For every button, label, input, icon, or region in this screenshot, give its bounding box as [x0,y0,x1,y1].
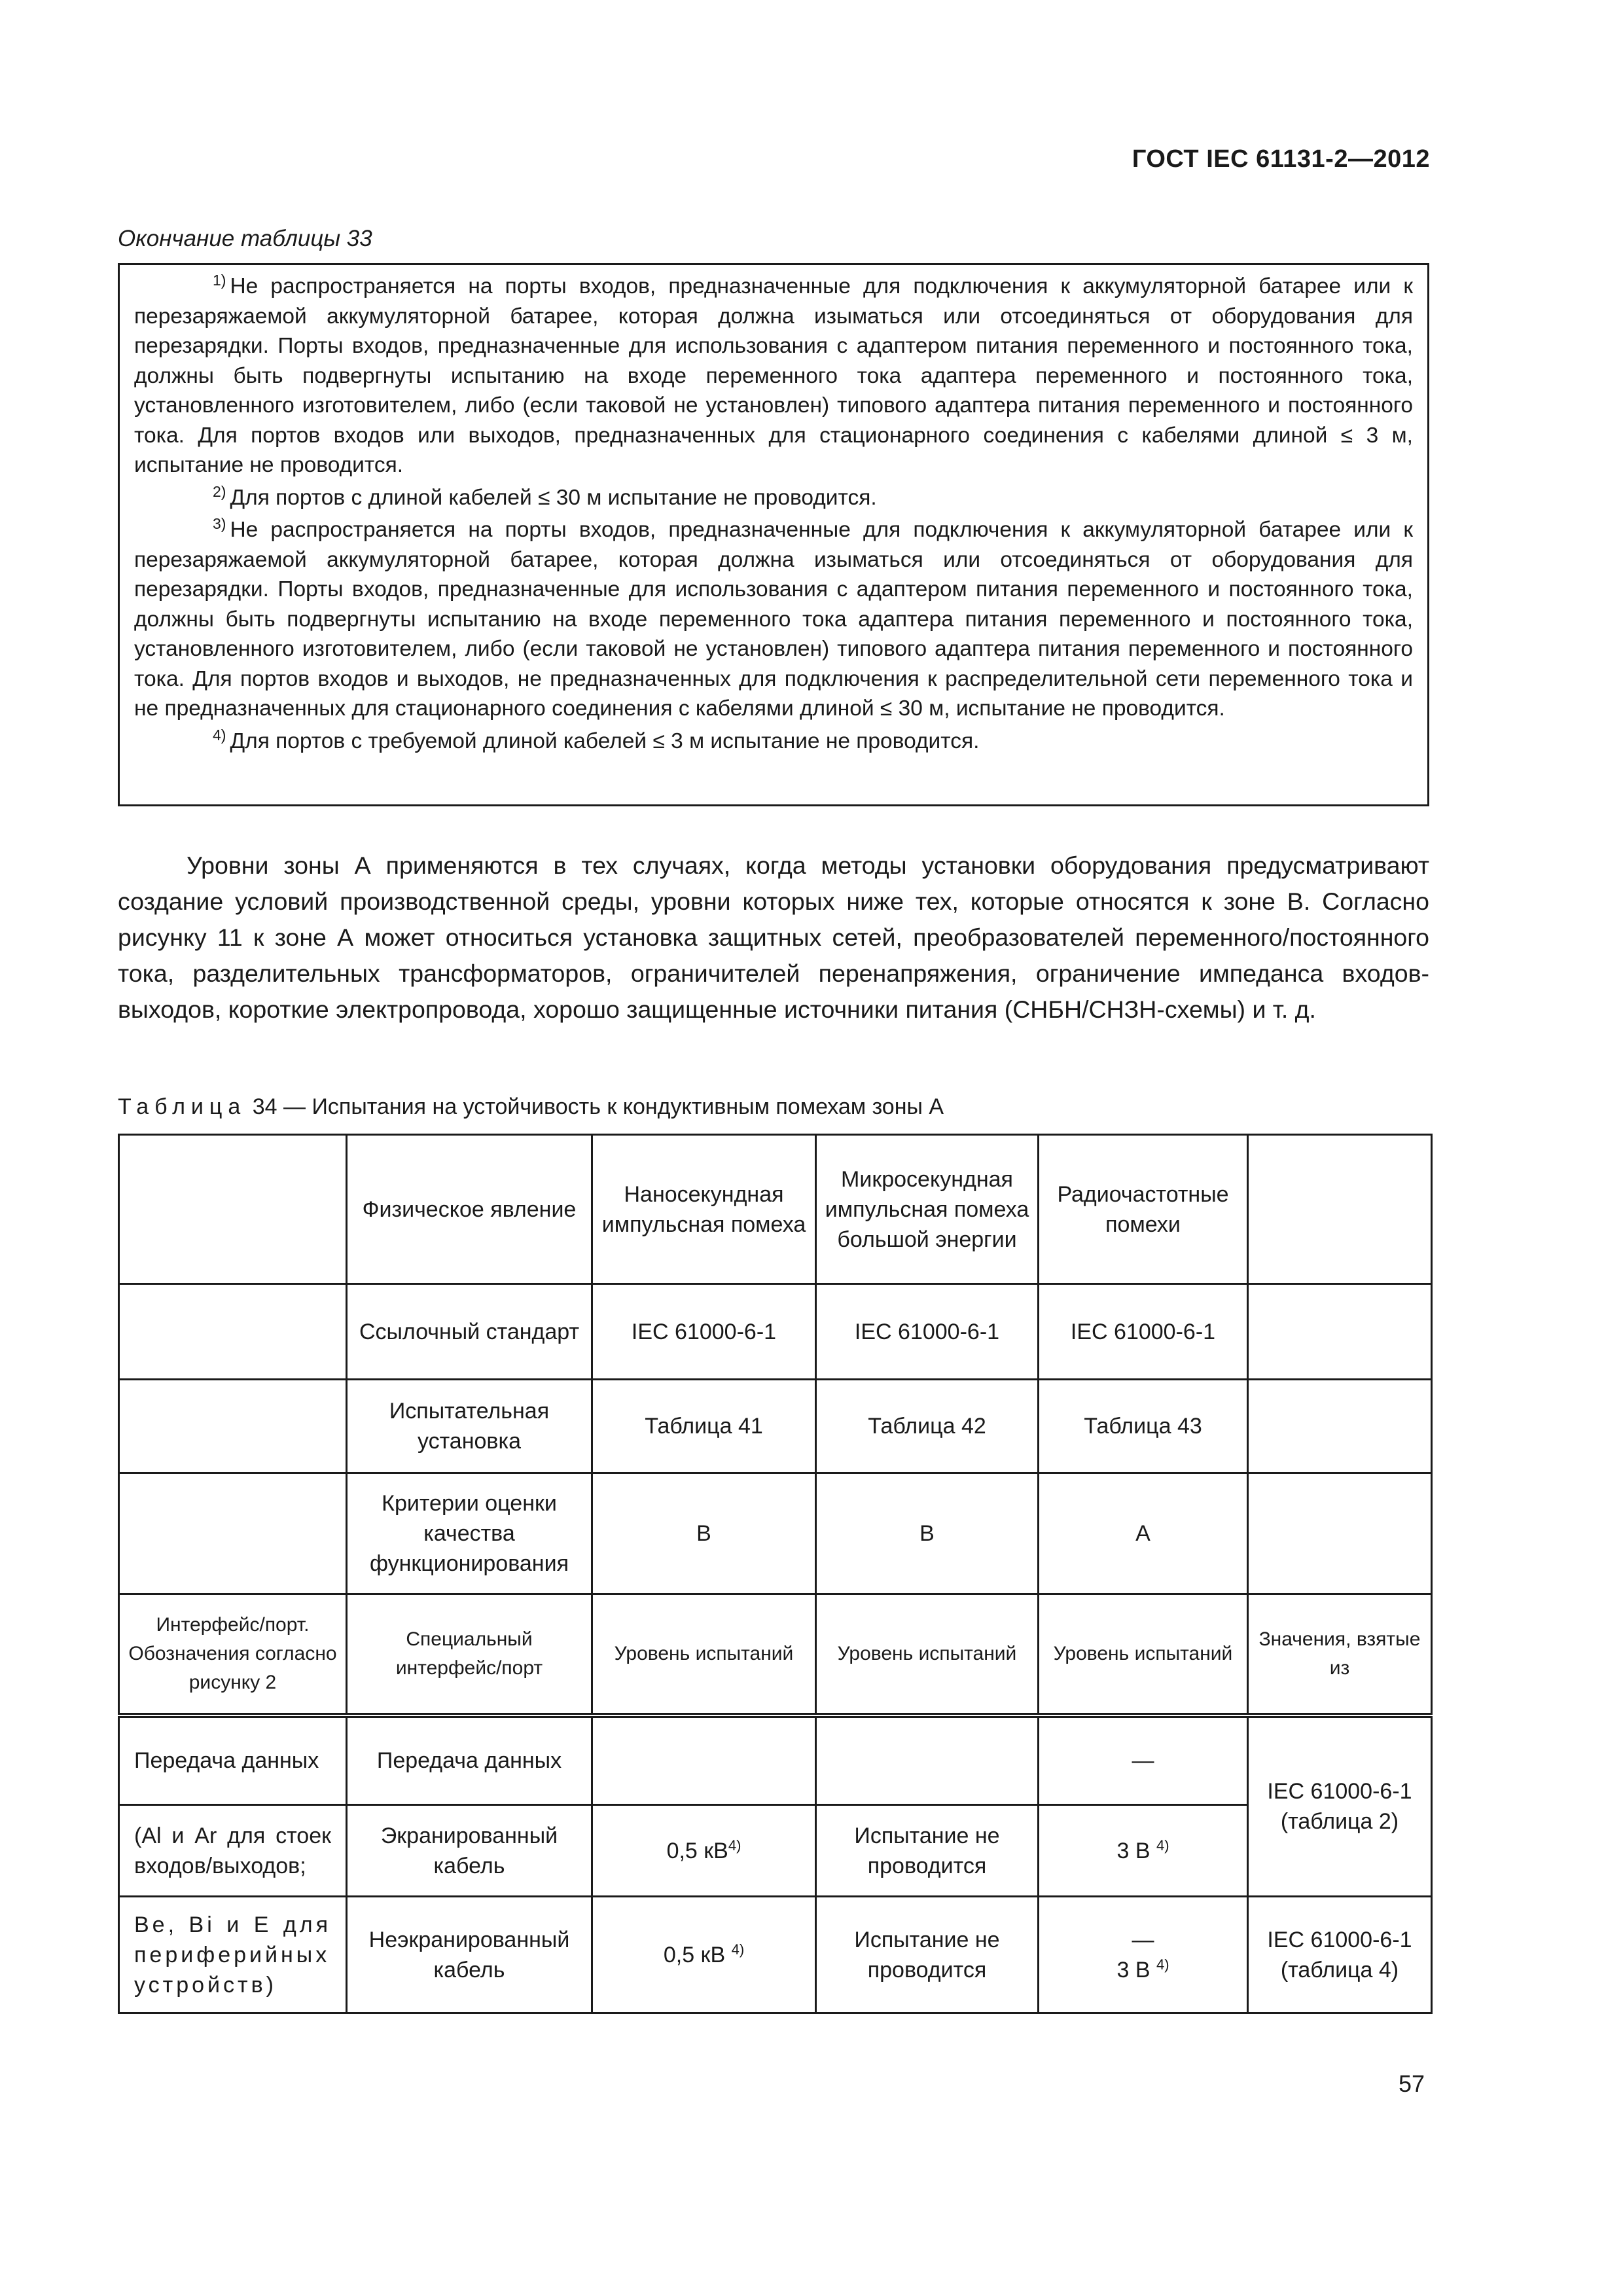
table-cell [592,1805,816,1897]
footnote-mark: 2) [213,482,226,500]
table-33-notes [118,263,1429,806]
row-label: Испытательная установка [347,1380,592,1473]
dash-text: — [1132,1927,1154,1952]
body-paragraph: Уровни зоны А применяются в тех случаях, когда методы установки оборудования предусматривают создание условий производственной среды, уровни которых ниже тех, которые относятся к зоне В. Согласно рисунку 11 к зоне А может относиться установка защитных сетей, преобразователей переменного/постоянного тока, разделительных трансформаторов, ограничителей перенапряжения, ограничение импеданса входов-выходов, короткие электропровода, хорошо защищенные источники питания (СНБН/СНЗН-схемы) и т. д. [118,852,1429,1023]
header-nanosecond: Наносекундная импульсная помеха [592,1135,816,1284]
table-label: Таблица [118,1094,247,1119]
footnote-2 [134,483,1413,513]
row-label: Ссылочный стандарт [347,1284,592,1380]
value-text: 3 В [1116,1957,1150,1982]
table-cell [816,1715,1039,1805]
document-code: ГОСТ IEC 61131-2—2012 [1132,145,1430,173]
footnote-1 [134,272,1413,480]
table-cell [1248,1135,1432,1284]
table-cell [1039,1805,1248,1897]
table-cell: — [1039,1715,1248,1805]
table-cell: Таблица 43 [1039,1380,1248,1473]
footnote-ref: 4) [728,1837,741,1854]
table-cell: IEC 61000-6-1 [1039,1284,1248,1380]
source-cell: IEC 61000-6-1 (таблица 2) [1248,1715,1432,1897]
subheader-level: Уровень испытаний [816,1594,1039,1715]
header-microsecond: Микросекундная импульсная помеха большой энергии [816,1135,1039,1284]
subheader-interface: Интерфейс/порт. Обозначения согласно рисунку 2 [119,1594,347,1715]
table-cell [119,1284,347,1380]
subheader-source: Значения, взятые из [1248,1594,1432,1715]
table-row [119,1473,1432,1594]
table-caption [118,1094,944,1120]
table-row [119,1897,1432,2013]
table-row [119,1380,1432,1473]
footnote-ref: 4) [1156,1956,1169,1973]
interface-cell: Передача данных [119,1715,347,1805]
subheader-special-port: Специальный интерфейс/порт [347,1594,592,1715]
port-cell: Неэкранированный кабель [347,1897,592,2013]
table-cell: B [816,1473,1039,1594]
table-cell [1039,1897,1248,2013]
footnote-ref: 4) [731,1941,745,1958]
table-cell: Испытание не проводится [816,1897,1039,2013]
value-text: 0,5 кВ [666,1838,728,1863]
table-row [119,1805,1432,1897]
footnote-mark: 3) [213,515,226,532]
interface-cell: Be, Bi и E для периферийных устройств) [119,1897,347,2013]
table-header-row [119,1135,1432,1284]
table-cell: IEC 61000-6-1 [816,1284,1039,1380]
footnote-ref: 4) [1156,1837,1169,1854]
table-cell [119,1473,347,1594]
table-cell: Испытание не проводится [816,1805,1039,1897]
row-label: Критерии оценки качества функционирования [347,1473,592,1594]
interface-cell: (Al и Ar для стоек входов/выходов; [119,1805,347,1897]
value-text: 3 В [1116,1838,1150,1863]
table-cell [592,1715,816,1805]
table-cell: A [1039,1473,1248,1594]
port-cell: Экранированный кабель [347,1805,592,1897]
table-cell [1248,1380,1432,1473]
table-cell [1248,1473,1432,1594]
header-radiofrequency: Радиочастотные помехи [1039,1135,1248,1284]
table-cell [119,1380,347,1473]
table-number: 34 [252,1094,277,1119]
table-cell [592,1897,816,2013]
source-cell: IEC 61000-6-1 (таблица 4) [1248,1897,1432,2013]
footnote-3 [134,515,1413,724]
footnote-text: Для портов с длиной кабелей ≤ 30 м испытание не проводится. [230,485,877,510]
header-phenomenon: Физическое явление [347,1135,592,1284]
footnote-text: Не распространяется на порты входов, предназначенные для подключения к аккумуляторной батарее или к перезаряжаемой аккумуляторной батарее, которая должна изыматься или отсоединяться от оборудования для перезарядки. Порты входов, предназначенные для использования с адаптером питания переменного и постоянного тока, должны быть подвергнуты испытанию на входе переменного тока адаптера переменного и постоянного тока, установленного изготовителем, либо (если таковой не установлен) типового адаптера питания переменного и постоянного тока. Для портов входов или выходов, предназначенных для стационарного соединения с кабелями длиной ≤ 3 м, испытание не проводится. [134,274,1413,477]
footnote-text: Для портов с требуемой длиной кабелей ≤ 3 м испытание не проводится. [230,728,980,753]
value-text: 0,5 кВ [663,1942,726,1967]
table-34 [118,1134,1433,2014]
table-cell: IEC 61000-6-1 [592,1284,816,1380]
table-row [119,1284,1432,1380]
table-cell [119,1135,347,1284]
footnote-mark: 1) [213,272,226,289]
footnote-mark: 4) [213,726,226,744]
table-title: — Испытания на устойчивость к кондуктивным помехам зоны А [283,1094,944,1119]
footnote-text: Не распространяется на порты входов, предназначенные для подключения к аккумуляторной батарее или к перезаряжаемой аккумуляторной батарее, которая должна изыматься или отсоединяться от оборудования для перезарядки. Порты входов, предназначенные для использования с адаптером питания переменного и постоянного тока, должны быть подвергнуты испытанию на входе переменного тока адаптера питания переменного и постоянного тока, установленного изготовителем, либо (если таковой не установлен) типового адаптера питания переменного и постоянного тока. Для портов входов и выходов, не предназначенных для подключения к распределительной сети переменного тока и не предназначенных для стационарного соединения с кабелями длиной ≤ 30 м, испытание не проводится. [134,518,1413,721]
footnote-4 [134,726,1413,757]
table-subheader-row [119,1594,1432,1715]
continuation-caption: Окончание таблицы 33 [118,226,372,251]
table-cell [1248,1284,1432,1380]
table-cell: B [592,1473,816,1594]
table-row [119,1715,1432,1805]
subheader-level: Уровень испытаний [1039,1594,1248,1715]
table-cell: Таблица 42 [816,1380,1039,1473]
table-cell: Таблица 41 [592,1380,816,1473]
port-cell: Передача данных [347,1715,592,1805]
subheader-level: Уровень испытаний [592,1594,816,1715]
page-number: 57 [1398,2070,1425,2097]
